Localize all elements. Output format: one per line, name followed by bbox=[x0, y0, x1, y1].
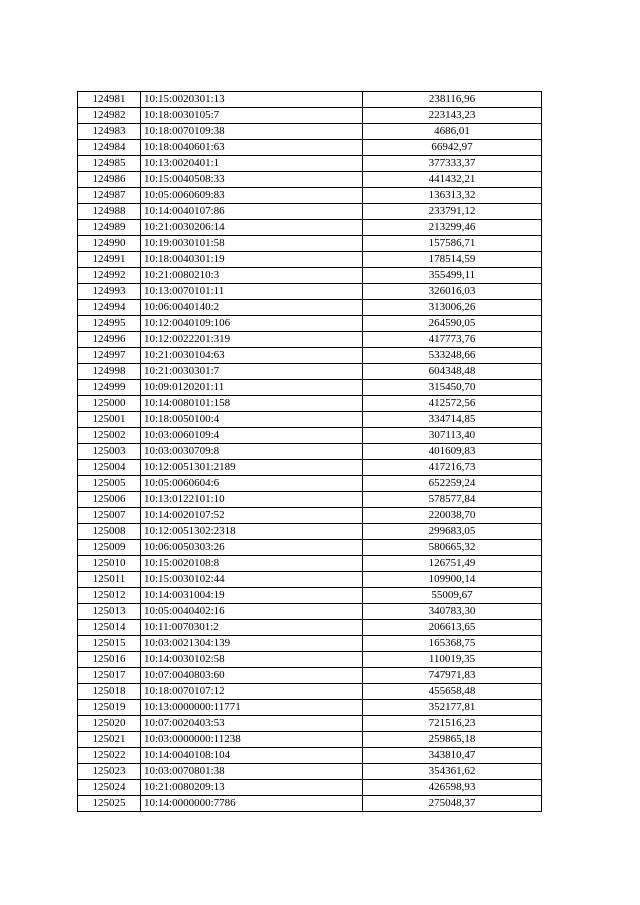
value-cell: 213299,46 bbox=[363, 220, 542, 236]
row-number-cell: 124998 bbox=[78, 364, 141, 380]
table-row bbox=[78, 300, 542, 316]
cadastral-number-cell: 10:15:0020108:8 bbox=[141, 556, 363, 572]
cadastral-number-cell: 10:07:0020403:53 bbox=[141, 716, 363, 732]
row-number-cell: 125022 bbox=[78, 748, 141, 764]
table-row bbox=[78, 524, 542, 540]
row-number-cell: 125021 bbox=[78, 732, 141, 748]
cadastral-number-cell: 10:15:0030102:44 bbox=[141, 572, 363, 588]
cadastral-number-cell: 10:05:0040402:16 bbox=[141, 604, 363, 620]
row-number-cell: 124992 bbox=[78, 268, 141, 284]
table-row bbox=[78, 332, 542, 348]
table-row bbox=[78, 716, 542, 732]
value-cell: 238116,96 bbox=[363, 92, 542, 108]
cadastral-number-cell: 10:03:0060109:4 bbox=[141, 428, 363, 444]
cadastral-number-cell: 10:18:0070109:38 bbox=[141, 124, 363, 140]
cadastral-number-cell: 10:21:0030206:14 bbox=[141, 220, 363, 236]
row-number-cell: 124985 bbox=[78, 156, 141, 172]
cadastral-number-cell: 10:21:0030104:63 bbox=[141, 348, 363, 364]
cadastral-number-cell: 10:06:0050303:26 bbox=[141, 540, 363, 556]
value-cell: 307113,40 bbox=[363, 428, 542, 444]
cadastral-number-cell: 10:07:0040803:60 bbox=[141, 668, 363, 684]
table-row bbox=[78, 540, 542, 556]
row-number-cell: 125011 bbox=[78, 572, 141, 588]
table-row bbox=[78, 204, 542, 220]
cadastral-number-cell: 10:21:0080209:13 bbox=[141, 780, 363, 796]
cadastral-number-cell: 10:21:0030301:7 bbox=[141, 364, 363, 380]
cadastral-number-cell: 10:18:0030105:7 bbox=[141, 108, 363, 124]
row-number-cell: 124983 bbox=[78, 124, 141, 140]
row-number-cell: 124996 bbox=[78, 332, 141, 348]
row-number-cell: 125013 bbox=[78, 604, 141, 620]
value-cell: 66942,97 bbox=[363, 140, 542, 156]
cadastral-number-cell: 10:09:0120201:11 bbox=[141, 380, 363, 396]
cadastral-number-cell: 10:13:0070101:11 bbox=[141, 284, 363, 300]
table-row bbox=[78, 796, 542, 812]
value-cell: 264590,05 bbox=[363, 316, 542, 332]
table-row bbox=[78, 588, 542, 604]
row-number-cell: 124984 bbox=[78, 140, 141, 156]
table-row bbox=[78, 732, 542, 748]
table-row bbox=[78, 268, 542, 284]
table-row bbox=[78, 188, 542, 204]
value-cell: 401609,83 bbox=[363, 444, 542, 460]
table-row bbox=[78, 380, 542, 396]
value-cell: 326016,03 bbox=[363, 284, 542, 300]
value-cell: 747971,83 bbox=[363, 668, 542, 684]
value-cell: 275048,37 bbox=[363, 796, 542, 812]
value-cell: 352177,81 bbox=[363, 700, 542, 716]
table-row bbox=[78, 412, 542, 428]
row-number-cell: 124988 bbox=[78, 204, 141, 220]
row-number-cell: 125006 bbox=[78, 492, 141, 508]
cadastral-number-cell: 10:14:0000000:7786 bbox=[141, 796, 363, 812]
row-number-cell: 124987 bbox=[78, 188, 141, 204]
row-number-cell: 125023 bbox=[78, 764, 141, 780]
cadastral-number-cell: 10:05:0060609:83 bbox=[141, 188, 363, 204]
table-row bbox=[78, 684, 542, 700]
table-row bbox=[78, 428, 542, 444]
value-cell: 157586,71 bbox=[363, 236, 542, 252]
value-cell: 315450,70 bbox=[363, 380, 542, 396]
value-cell: 377333,37 bbox=[363, 156, 542, 172]
table-row bbox=[78, 476, 542, 492]
row-number-cell: 124990 bbox=[78, 236, 141, 252]
row-number-cell: 125000 bbox=[78, 396, 141, 412]
row-number-cell: 125012 bbox=[78, 588, 141, 604]
table-row bbox=[78, 236, 542, 252]
value-cell: 126751,49 bbox=[363, 556, 542, 572]
row-number-cell: 124999 bbox=[78, 380, 141, 396]
cadastral-number-cell: 10:14:0080101:158 bbox=[141, 396, 363, 412]
table-row bbox=[78, 220, 542, 236]
value-cell: 178514,59 bbox=[363, 252, 542, 268]
row-number-cell: 125002 bbox=[78, 428, 141, 444]
row-number-cell: 124982 bbox=[78, 108, 141, 124]
cadastral-number-cell: 10:14:0040108:104 bbox=[141, 748, 363, 764]
value-cell: 426598,93 bbox=[363, 780, 542, 796]
table-row bbox=[78, 492, 542, 508]
value-cell: 206613,65 bbox=[363, 620, 542, 636]
table-row bbox=[78, 460, 542, 476]
value-cell: 580665,32 bbox=[363, 540, 542, 556]
value-cell: 441432,21 bbox=[363, 172, 542, 188]
cadastral-number-cell: 10:13:0122101:10 bbox=[141, 492, 363, 508]
cadastral-table bbox=[77, 91, 542, 812]
table-row bbox=[78, 636, 542, 652]
row-number-cell: 124989 bbox=[78, 220, 141, 236]
row-number-cell: 125003 bbox=[78, 444, 141, 460]
cadastral-number-cell: 10:21:0080210:3 bbox=[141, 268, 363, 284]
value-cell: 223143,23 bbox=[363, 108, 542, 124]
cadastral-number-cell: 10:12:0051301:2189 bbox=[141, 460, 363, 476]
table-row bbox=[78, 748, 542, 764]
cadastral-number-cell: 10:03:0021304:139 bbox=[141, 636, 363, 652]
table-row bbox=[78, 620, 542, 636]
value-cell: 55009,67 bbox=[363, 588, 542, 604]
cadastral-number-cell: 10:12:0022201:319 bbox=[141, 332, 363, 348]
row-number-cell: 125007 bbox=[78, 508, 141, 524]
value-cell: 412572,56 bbox=[363, 396, 542, 412]
cadastral-number-cell: 10:13:0020401:1 bbox=[141, 156, 363, 172]
value-cell: 340783,30 bbox=[363, 604, 542, 620]
row-number-cell: 124993 bbox=[78, 284, 141, 300]
table-row bbox=[78, 140, 542, 156]
cadastral-number-cell: 10:03:0070801:38 bbox=[141, 764, 363, 780]
table-body bbox=[78, 92, 542, 812]
cadastral-number-cell: 10:18:0050100:4 bbox=[141, 412, 363, 428]
cadastral-number-cell: 10:15:0040508:33 bbox=[141, 172, 363, 188]
value-cell: 299683,05 bbox=[363, 524, 542, 540]
table-row bbox=[78, 652, 542, 668]
cadastral-number-cell: 10:18:0070107:12 bbox=[141, 684, 363, 700]
value-cell: 136313,32 bbox=[363, 188, 542, 204]
table-row bbox=[78, 92, 542, 108]
cadastral-number-cell: 10:03:0030709:8 bbox=[141, 444, 363, 460]
table-row bbox=[78, 348, 542, 364]
cadastral-number-cell: 10:19:0030101:58 bbox=[141, 236, 363, 252]
value-cell: 578577,84 bbox=[363, 492, 542, 508]
table-row bbox=[78, 604, 542, 620]
value-cell: 233791,12 bbox=[363, 204, 542, 220]
value-cell: 417216,73 bbox=[363, 460, 542, 476]
row-number-cell: 125010 bbox=[78, 556, 141, 572]
table-row bbox=[78, 284, 542, 300]
value-cell: 334714,85 bbox=[363, 412, 542, 428]
value-cell: 533248,66 bbox=[363, 348, 542, 364]
table-row bbox=[78, 252, 542, 268]
value-cell: 165368,75 bbox=[363, 636, 542, 652]
value-cell: 721516,23 bbox=[363, 716, 542, 732]
value-cell: 455658,48 bbox=[363, 684, 542, 700]
table-row bbox=[78, 364, 542, 380]
row-number-cell: 124994 bbox=[78, 300, 141, 316]
table-row bbox=[78, 668, 542, 684]
cadastral-number-cell: 10:18:0040601:63 bbox=[141, 140, 363, 156]
value-cell: 313006,26 bbox=[363, 300, 542, 316]
table-row bbox=[78, 508, 542, 524]
table-row bbox=[78, 444, 542, 460]
value-cell: 354361,62 bbox=[363, 764, 542, 780]
row-number-cell: 125015 bbox=[78, 636, 141, 652]
row-number-cell: 125017 bbox=[78, 668, 141, 684]
cadastral-number-cell: 10:12:0040109:106 bbox=[141, 316, 363, 332]
row-number-cell: 124997 bbox=[78, 348, 141, 364]
table-row bbox=[78, 700, 542, 716]
cadastral-number-cell: 10:14:0040107:86 bbox=[141, 204, 363, 220]
row-number-cell: 125005 bbox=[78, 476, 141, 492]
value-cell: 417773,76 bbox=[363, 332, 542, 348]
cadastral-number-cell: 10:18:0040301:19 bbox=[141, 252, 363, 268]
cadastral-number-cell: 10:13:0000000:11771 bbox=[141, 700, 363, 716]
table-row bbox=[78, 316, 542, 332]
value-cell: 652259,24 bbox=[363, 476, 542, 492]
cadastral-number-cell: 10:12:0051302:2318 bbox=[141, 524, 363, 540]
table-row bbox=[78, 172, 542, 188]
cadastral-number-cell: 10:03:0000000:11238 bbox=[141, 732, 363, 748]
row-number-cell: 124981 bbox=[78, 92, 141, 108]
table-row bbox=[78, 572, 542, 588]
row-number-cell: 125008 bbox=[78, 524, 141, 540]
row-number-cell: 125014 bbox=[78, 620, 141, 636]
row-number-cell: 125009 bbox=[78, 540, 141, 556]
table-row bbox=[78, 556, 542, 572]
row-number-cell: 125018 bbox=[78, 684, 141, 700]
cadastral-number-cell: 10:14:0020107:52 bbox=[141, 508, 363, 524]
value-cell: 110019,35 bbox=[363, 652, 542, 668]
table-row bbox=[78, 124, 542, 140]
cadastral-number-cell: 10:14:0031004:19 bbox=[141, 588, 363, 604]
table-row bbox=[78, 764, 542, 780]
value-cell: 355499,11 bbox=[363, 268, 542, 284]
row-number-cell: 124991 bbox=[78, 252, 141, 268]
cadastral-number-cell: 10:14:0030102:58 bbox=[141, 652, 363, 668]
value-cell: 109900,14 bbox=[363, 572, 542, 588]
table-row bbox=[78, 780, 542, 796]
row-number-cell: 125024 bbox=[78, 780, 141, 796]
row-number-cell: 125001 bbox=[78, 412, 141, 428]
value-cell: 220038,70 bbox=[363, 508, 542, 524]
cadastral-number-cell: 10:06:0040140:2 bbox=[141, 300, 363, 316]
row-number-cell: 125025 bbox=[78, 796, 141, 812]
value-cell: 4686,01 bbox=[363, 124, 542, 140]
table-row bbox=[78, 108, 542, 124]
cadastral-number-cell: 10:05:0060604:6 bbox=[141, 476, 363, 492]
row-number-cell: 125004 bbox=[78, 460, 141, 476]
cadastral-number-cell: 10:15:0020301:13 bbox=[141, 92, 363, 108]
cadastral-number-cell: 10:11:0070301:2 bbox=[141, 620, 363, 636]
row-number-cell: 125019 bbox=[78, 700, 141, 716]
table-row bbox=[78, 156, 542, 172]
value-cell: 259865,18 bbox=[363, 732, 542, 748]
row-number-cell: 124995 bbox=[78, 316, 141, 332]
row-number-cell: 125020 bbox=[78, 716, 141, 732]
value-cell: 343810,47 bbox=[363, 748, 542, 764]
table-row bbox=[78, 396, 542, 412]
row-number-cell: 125016 bbox=[78, 652, 141, 668]
value-cell: 604348,48 bbox=[363, 364, 542, 380]
row-number-cell: 124986 bbox=[78, 172, 141, 188]
